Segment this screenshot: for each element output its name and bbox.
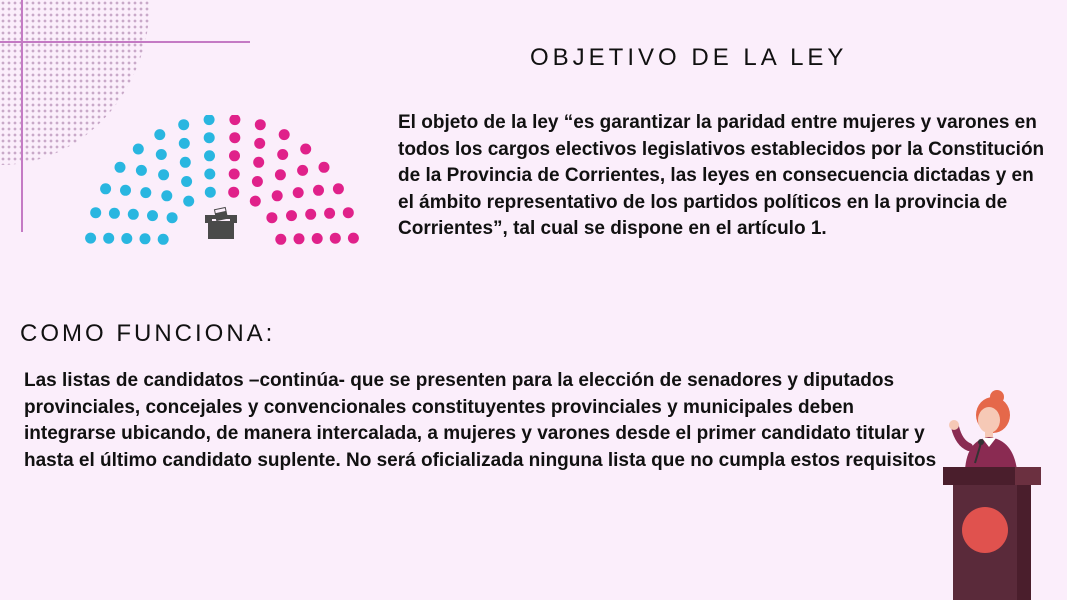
- seat-dot: [140, 187, 151, 198]
- seat-dot: [136, 165, 147, 176]
- ballot-box-icon: [205, 207, 237, 239]
- seat-dot: [348, 233, 359, 244]
- seat-dot: [305, 209, 316, 220]
- seat-dot: [286, 210, 297, 221]
- seat-dot: [255, 119, 266, 130]
- seat-dot: [300, 144, 311, 155]
- seat-dot: [297, 165, 308, 176]
- seat-dot: [319, 162, 330, 173]
- seat-dot: [324, 208, 335, 219]
- seat-dot: [204, 132, 215, 143]
- parliament-seats-icon: [85, 115, 360, 265]
- seat-dot: [115, 162, 126, 173]
- decorative-line-horizontal: [0, 41, 250, 43]
- seat-dot: [228, 187, 239, 198]
- seat-dot: [90, 207, 101, 218]
- seat-dot: [229, 150, 240, 161]
- seat-dot: [205, 187, 216, 198]
- seat-dot: [229, 132, 240, 143]
- seat-dot: [253, 157, 264, 168]
- seat-dot: [103, 233, 114, 244]
- seat-dot: [100, 183, 111, 194]
- seat-dot: [293, 187, 304, 198]
- seat-dot: [204, 150, 215, 161]
- seat-dot: [181, 176, 192, 187]
- seat-dot: [140, 233, 151, 244]
- seat-dot: [180, 157, 191, 168]
- objective-text: El objeto de la ley “es garantizar la paridad entre mujeres y varones en todos los cargos electivos legislativos establecidos por la Constitución de la Provincia de Corrientes, las leyes en consecuencia dictadas y en el ámbito representativo de los partidos políticos en la provincia de Corrientes”, tal cual se dispone en el artículo 1.: [398, 112, 1045, 239]
- seat-dot: [147, 210, 158, 221]
- seat-dot: [275, 169, 286, 180]
- seat-dot: [204, 115, 215, 125]
- seat-dot: [277, 149, 288, 160]
- seat-dot: [109, 208, 120, 219]
- seat-dot: [154, 129, 165, 140]
- woman-speaker-podium-icon: [935, 385, 1045, 600]
- seat-dot: [229, 169, 240, 180]
- seat-dot: [330, 233, 341, 244]
- seat-dot: [252, 176, 263, 187]
- seat-dot: [183, 196, 194, 207]
- how-it-works-text: Las listas de candidatos –continúa- que se presenten para la elección de senadores y diputados provinciales, concejales y convencionales constituyentes provinciales y municipales deben integrarse ubicando, de manera intercalada, a mujeres y varones desde el primer candidato titular y hasta el último candidato suplente. No será oficializada ninguna lista que no cumpla estos requisitos: [24, 370, 937, 471]
- seat-dot: [275, 234, 286, 245]
- seat-dot: [161, 190, 172, 201]
- seat-dot: [121, 233, 132, 244]
- how-it-works-title: COMO FUNCIONA:: [20, 320, 276, 347]
- seat-dot: [178, 119, 189, 130]
- seat-dot: [120, 185, 131, 196]
- seat-dot: [312, 233, 323, 244]
- seat-dot: [85, 233, 96, 244]
- seat-dot: [254, 138, 265, 149]
- seat-dot: [167, 212, 178, 223]
- seat-dot: [229, 115, 240, 125]
- seat-dot: [250, 196, 261, 207]
- seat-dot: [128, 209, 139, 220]
- seat-dot: [279, 129, 290, 140]
- seat-dot: [158, 169, 169, 180]
- seat-dot: [266, 212, 277, 223]
- seat-dot: [204, 169, 215, 180]
- seat-dot: [313, 185, 324, 196]
- seat-dot: [294, 233, 305, 244]
- seat-dot: [272, 190, 283, 201]
- decorative-line-vertical: [21, 0, 23, 232]
- seat-dot: [133, 144, 144, 155]
- seat-dot: [333, 183, 344, 194]
- seat-dot: [156, 149, 167, 160]
- seat-dot: [343, 207, 354, 218]
- objective-title: OBJETIVO DE LA LEY: [530, 44, 848, 71]
- seat-dot: [179, 138, 190, 149]
- seat-dot: [158, 234, 169, 245]
